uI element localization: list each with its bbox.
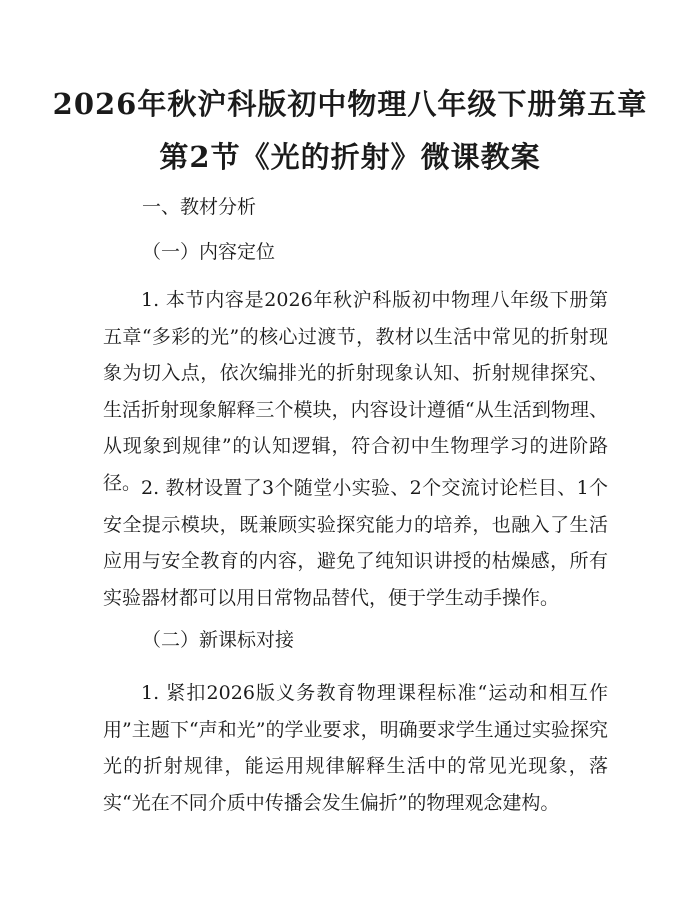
document-title-line-2: 第2节《光的折射》微课教案 <box>159 140 541 174</box>
paragraph-curriculum-standard-1: 1. 紧扣2026版义务教育物理课程标准“运动和相互作用”主题下“声和光”的学业要求，明确要求学生通过实验探究光的折射规律，能运用规律解释生活中的常见光现象，落实“光在不同介质中传播会发生偏折”的物理观念建构。 <box>103 682 608 814</box>
section-heading-teaching-material-analysis: 一、教材分析 <box>142 196 257 218</box>
document-title-line-1: 2026年秋沪科版初中物理八年级下册第五章 <box>52 87 648 121</box>
paragraph-content-positioning-2: 2. 教材设置了3个随堂小实验、2个交流讨论栏目、1个安全提示模块，既兼顾实验探究能力的培养，也融入了生活应用与安全教育的内容，避免了纯知识讲授的枯燥感，所有实验器材都可以用日常物品替代，便于学生动手操作。 <box>103 477 608 609</box>
paragraph-content-positioning-1: 1. 本节内容是2026年秋沪科版初中物理八年级下册第五章“多彩的光”的核心过渡节，教材以生活中常见的折射现象为切入点，依次编排光的折射现象认知、折射规律探究、生活折射现象解释三个模块，内容设计遵循“从生活到物理、从现象到规律”的认知逻辑，符合初中生物理学习的进阶路径。 <box>103 289 608 494</box>
subsection-heading-content-positioning: （一）内容定位 <box>142 241 276 263</box>
subsection-heading-curriculum-standard: （二）新课标对接 <box>142 629 295 651</box>
